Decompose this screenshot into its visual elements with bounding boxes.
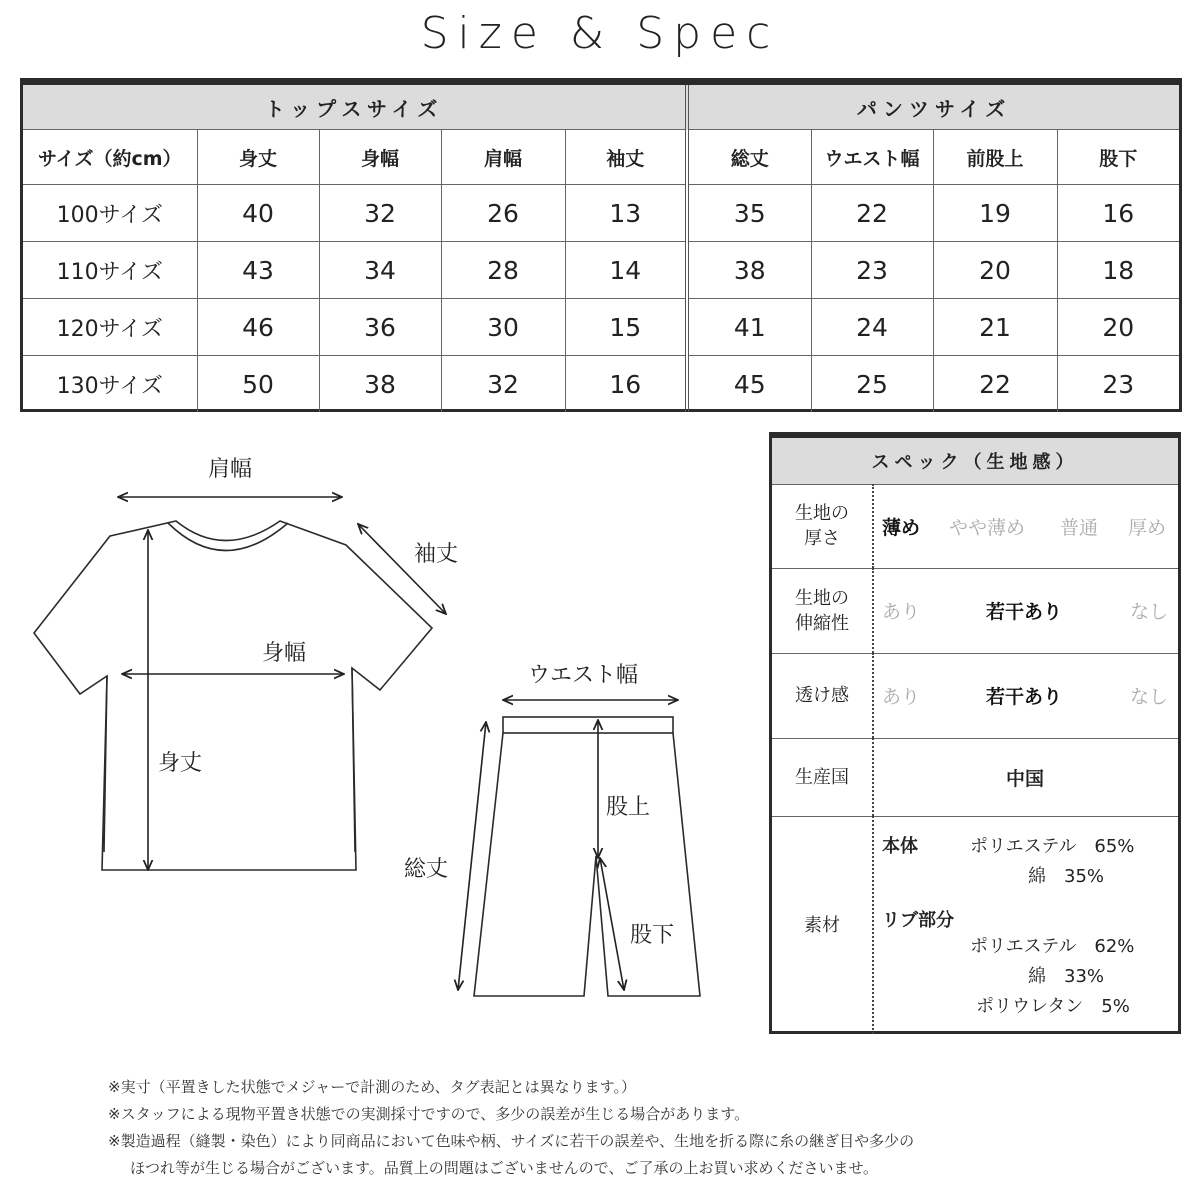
waist-label: ウエスト幅 xyxy=(528,663,639,688)
material-rib-label: リブ部分 xyxy=(882,910,954,931)
table-cell: 40 xyxy=(197,185,319,242)
spec-row-thickness xyxy=(772,484,1178,569)
shoulder-label: 肩幅 xyxy=(208,457,253,482)
table-cell: 18 xyxy=(1057,242,1179,299)
table-cell: 32 xyxy=(441,356,565,413)
spec-row-material xyxy=(772,816,1178,1034)
spec-header: スペック（生地感） xyxy=(772,438,1178,485)
stretch-option: あり xyxy=(882,601,921,623)
column-header: 袖丈 xyxy=(565,130,687,185)
table-cell: 13 xyxy=(565,185,687,242)
chest-label: 身幅 xyxy=(262,641,307,666)
table-cell: 16 xyxy=(1057,185,1179,242)
thickness-option: やや薄め xyxy=(949,516,1026,539)
sleeve-label: 袖丈 xyxy=(414,542,459,567)
table-cell: 28 xyxy=(441,242,565,299)
table-cell: 110サイズ xyxy=(23,242,197,299)
column-header: 股下 xyxy=(1057,130,1179,185)
spec-label: 透け感 xyxy=(772,653,874,738)
table-cell: 100サイズ xyxy=(23,185,197,242)
table-cell: 22 xyxy=(811,185,933,242)
notes xyxy=(108,1074,1168,1182)
table-row xyxy=(23,356,1179,413)
material-rib-line: ポリウレタン 5% xyxy=(976,996,1130,1017)
table-cell: 120サイズ xyxy=(23,299,197,356)
table-cell: 22 xyxy=(933,356,1057,413)
stretch-option: 若干あり xyxy=(986,601,1063,623)
column-header: 身幅 xyxy=(319,130,441,185)
size-table xyxy=(20,78,1182,412)
total-length-label: 総丈 xyxy=(404,857,449,882)
column-header: 総丈 xyxy=(687,130,811,185)
table-cell: 24 xyxy=(811,299,933,356)
spec-row-origin xyxy=(772,738,1178,817)
material-body-line: ポリエステル 65% xyxy=(970,836,1135,857)
sheer-option: 若干あり xyxy=(986,686,1063,708)
table-cell: 23 xyxy=(1057,356,1179,413)
sheer-option: なし xyxy=(1130,686,1169,708)
note-line: ※スタッフによる現物平置き状態での実測採寸ですので、多少の誤差が生じる場合があります。 xyxy=(108,1105,750,1123)
rise-label: 股上 xyxy=(606,795,651,820)
thickness-option: 薄め xyxy=(882,516,921,539)
note-line: ほつれ等が生じる場合がございます。品質上の問題はございませんので、ご了承の上お買い求めくださいませ。 xyxy=(130,1159,879,1177)
tops-size-header: トップスサイズ xyxy=(23,85,687,130)
table-cell: 45 xyxy=(687,356,811,413)
sheer-option: あり xyxy=(882,686,921,708)
table-cell: 46 xyxy=(197,299,319,356)
garment-diagram xyxy=(0,440,720,1020)
note-line: ※製造過程（縫製・染色）により同商品において色味や柄、サイズに若干の誤差や、生地を折る際に糸の継ぎ目や多少の xyxy=(108,1132,915,1150)
column-header: 身丈 xyxy=(197,130,319,185)
table-cell: 16 xyxy=(565,356,687,413)
table-row xyxy=(23,185,1179,242)
table-row xyxy=(23,242,1179,299)
column-header: ウエスト幅 xyxy=(811,130,933,185)
table-cell: 38 xyxy=(687,242,811,299)
thickness-option: 普通 xyxy=(1060,516,1099,539)
spec-row-stretch xyxy=(772,568,1178,654)
stretch-option: なし xyxy=(1130,601,1169,623)
spec-label: 生地の 伸縮性 xyxy=(772,568,874,653)
inseam-label: 股下 xyxy=(630,923,675,948)
note-line: ※実寸（平置きした状態でメジャーで計測のため、タグ表記とは異なります。） xyxy=(108,1078,636,1096)
origin-value: 中国 xyxy=(1005,767,1044,790)
table-cell: 15 xyxy=(565,299,687,356)
tshirt-outline xyxy=(34,521,432,870)
table-cell: 21 xyxy=(933,299,1057,356)
table-cell: 43 xyxy=(197,242,319,299)
table-cell: 25 xyxy=(811,356,933,413)
table-cell: 26 xyxy=(441,185,565,242)
table-cell: 130サイズ xyxy=(23,356,197,413)
table-cell: 20 xyxy=(1057,299,1179,356)
table-cell: 36 xyxy=(319,299,441,356)
material-body-line: 綿 35% xyxy=(1028,866,1105,887)
material-body-label: 本体 xyxy=(882,836,918,857)
spec-label: 生地の 厚さ xyxy=(772,484,874,568)
table-cell: 41 xyxy=(687,299,811,356)
table-cell: 50 xyxy=(197,356,319,413)
table-cell: 38 xyxy=(319,356,441,413)
material-rib-line: ポリエステル 62% xyxy=(970,936,1135,957)
pants-size-header: パンツサイズ xyxy=(687,85,1179,130)
table-cell: 34 xyxy=(319,242,441,299)
column-header: サイズ（約cm） xyxy=(23,130,197,185)
spec-table xyxy=(769,432,1181,1034)
column-header: 肩幅 xyxy=(441,130,565,185)
table-cell: 19 xyxy=(933,185,1057,242)
table-cell: 30 xyxy=(441,299,565,356)
table-cell: 14 xyxy=(565,242,687,299)
total-length-arrow xyxy=(458,722,486,990)
material-rib-line: 綿 33% xyxy=(1028,966,1105,987)
page-title: Size & Spec xyxy=(420,8,780,59)
column-header: 前股上 xyxy=(933,130,1057,185)
table-cell: 23 xyxy=(811,242,933,299)
inseam-arrow xyxy=(600,858,624,990)
table-row xyxy=(23,299,1179,356)
table-cell: 20 xyxy=(933,242,1057,299)
body-length-label: 身丈 xyxy=(158,751,203,776)
table-cell: 35 xyxy=(687,185,811,242)
spec-row-sheer xyxy=(772,653,1178,739)
pants-outline xyxy=(474,717,700,996)
spec-label: 生産国 xyxy=(772,738,874,816)
thickness-option: 厚め xyxy=(1128,516,1167,539)
spec-label: 素材 xyxy=(772,816,874,1034)
table-cell: 32 xyxy=(319,185,441,242)
